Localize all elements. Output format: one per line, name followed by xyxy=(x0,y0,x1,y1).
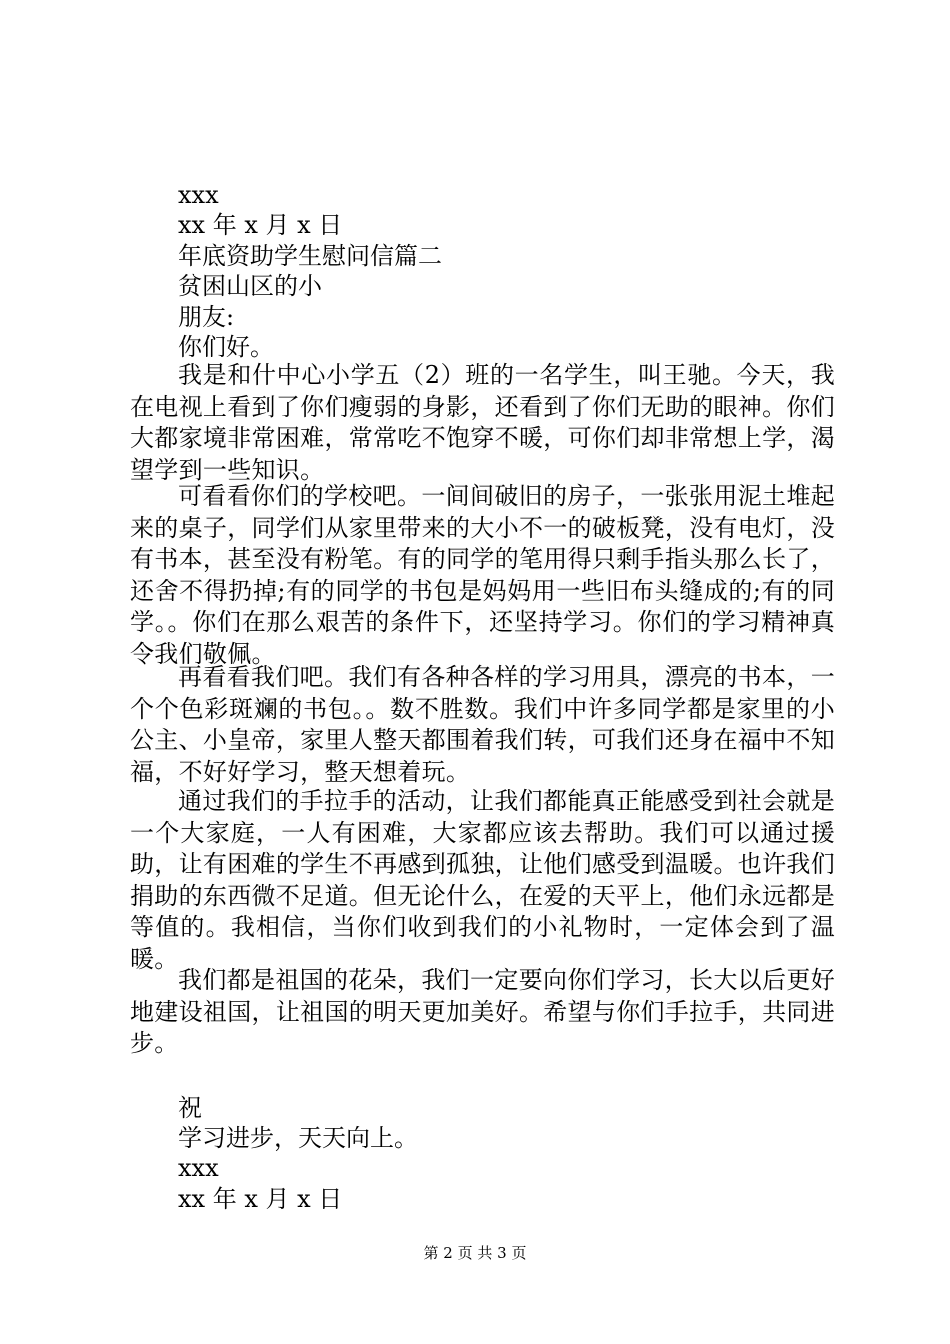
letter-title: 年底资助学生慰问信篇二 xyxy=(178,242,442,270)
letter-date: xx 年 x 月 x 日 xyxy=(178,211,343,239)
closing-wish: 学习进步，天天向上。 xyxy=(178,1124,418,1152)
body-paragraph-2: 可看看你们的学校吧。一间间破旧的房子，一张张用泥土堆起来的桌子，同学们从家里带来的大小不一的破板凳，没有电灯，没有书本，甚至没有粉笔。有的同学的笔用得只剩手指头那么长了，还舍不得扔掉;有的同学的书包是妈妈用一些旧布头缝成的;有的同学。。你们在那么艰苦的条件下，还坚持学习。你们的学习精神真令我们敬佩。 xyxy=(130,482,835,668)
closing-date: xx 年 x 月 x 日 xyxy=(178,1185,343,1213)
page-footer: 第 2 页 共 3 页 xyxy=(423,1244,527,1262)
body-paragraph-1: 我是和什中心小学五（2）班的一名学生，叫王驰。今天，我在电视上看到了你们瘦弱的身影，还看到了你们无助的眼神。你们大都家境非常困难，常常吃不饱穿不暖，可你们却非常想上学，渴望学到一些知识。 xyxy=(130,361,835,484)
closing-signature: xxx xyxy=(178,1154,219,1182)
body-paragraph-3: 再看看我们吧。我们有各种各样的学习用具，漂亮的书本，一个个色彩斑斓的书包。。数不胜数。我们中许多同学都是家里的小公主、小皇帝，家里人整天都围着我们转，可我们还身在福中不知福，不好好学习，整天想着玩。 xyxy=(130,663,835,786)
body-paragraph-4: 通过我们的手拉手的活动，让我们都能真正能感受到社会就是一个大家庭，一人有困难，大家都应该去帮助。我们可以通过援助，让有困难的学生不再感到孤独，让他们感受到温暖。也许我们捐助的东西微不足道。但无论什么，在爱的天平上，他们永远都是等值的。我相信，当你们收到我们的小礼物时，一定体会到了温暖。 xyxy=(130,787,835,973)
closing-salutation: 祝 xyxy=(178,1094,202,1122)
recipient-line-2: 朋友: xyxy=(178,303,235,331)
recipient-line-1: 贫困山区的小 xyxy=(178,272,322,300)
greeting: 你们好。 xyxy=(178,333,274,361)
body-paragraph-5: 我们都是祖国的花朵，我们一定要向你们学习，长大以后更好地建设祖国，让祖国的明天更加美好。希望与你们手拉手，共同进步。 xyxy=(130,966,835,1057)
sender-name: xxx xyxy=(178,181,219,209)
